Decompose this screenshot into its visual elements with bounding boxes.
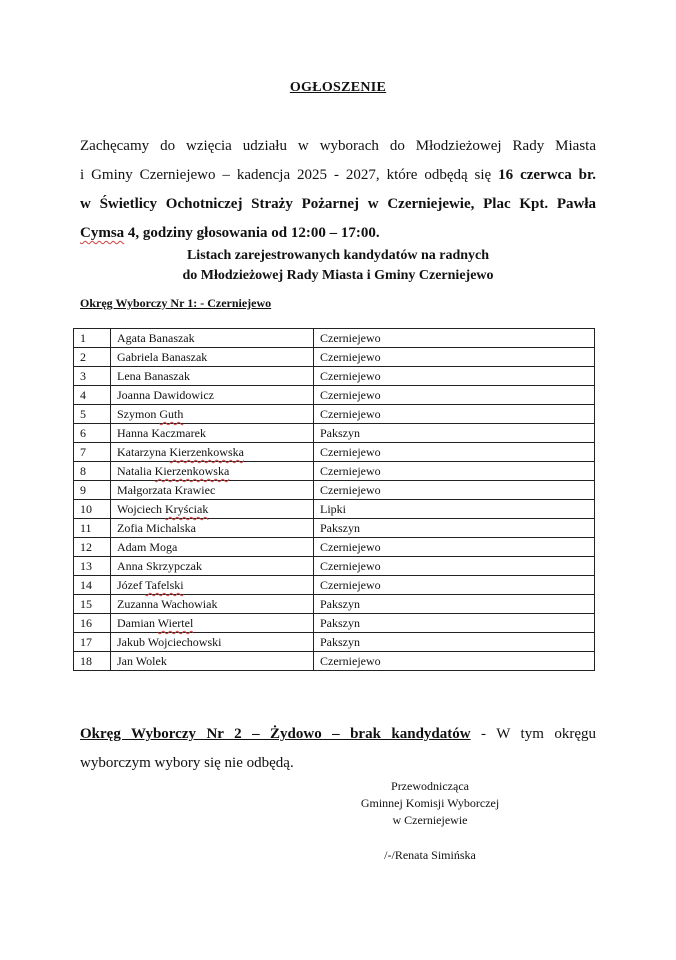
candidate-locality: Czerniejewo	[314, 652, 595, 671]
candidate-first-name: Gabriela	[117, 350, 159, 364]
row-number: 10	[74, 500, 111, 519]
row-number: 6	[74, 424, 111, 443]
candidate-locality: Pakszyn	[314, 424, 595, 443]
candidate-locality: Czerniejewo	[314, 443, 595, 462]
candidate-locality: Czerniejewo	[314, 348, 595, 367]
candidates-table	[73, 328, 595, 671]
row-number: 16	[74, 614, 111, 633]
table-row	[74, 576, 595, 595]
candidate-name	[111, 633, 314, 652]
candidate-name	[111, 557, 314, 576]
candidate-name	[111, 348, 314, 367]
candidate-last-name: Krawiec	[174, 483, 216, 497]
table-row	[74, 386, 595, 405]
candidate-locality: Czerniejewo	[314, 576, 595, 595]
candidate-name	[111, 652, 314, 671]
row-number: 3	[74, 367, 111, 386]
candidate-last-name: Tafelski	[145, 578, 184, 592]
candidate-name	[111, 595, 314, 614]
candidate-last-name: Banaszak	[148, 331, 195, 345]
signature-line-3: w Czerniejewie	[392, 813, 468, 827]
candidates-subheading	[0, 246, 676, 286]
candidate-last-name: Guth	[159, 407, 184, 421]
candidate-first-name: Lena	[117, 369, 141, 383]
candidate-locality: Czerniejewo	[314, 557, 595, 576]
candidate-first-name: Agata	[117, 331, 146, 345]
table-row	[74, 652, 595, 671]
intro-line-1: Zachęcamy do wzięcia udziału w wyborach do Młodzieżowej Rady Miasta	[80, 138, 596, 154]
row-number: 14	[74, 576, 111, 595]
candidate-last-name: Kierzenkowska	[169, 445, 244, 459]
intro-paragraph	[80, 132, 596, 248]
table-row	[74, 500, 595, 519]
signature-block	[330, 778, 530, 864]
row-number: 15	[74, 595, 111, 614]
candidate-last-name: Wachowiak	[161, 597, 218, 611]
candidate-name	[111, 576, 314, 595]
table-row	[74, 519, 595, 538]
district-2-paragraph	[80, 720, 596, 778]
candidate-first-name: Joanna	[117, 388, 151, 402]
candidate-locality: Pakszyn	[314, 519, 595, 538]
candidate-last-name: Dawidowicz	[153, 388, 214, 402]
candidate-name	[111, 500, 314, 519]
candidate-first-name: Małgorzata	[117, 483, 172, 497]
candidate-last-name: Kryściak	[165, 502, 209, 516]
table-row	[74, 367, 595, 386]
candidate-locality: Czerniejewo	[314, 405, 595, 424]
subheading-line-1: Listach zarejestrowanych kandydatów na radnych	[186, 248, 490, 263]
candidate-name	[111, 329, 314, 348]
candidate-first-name: Jan	[117, 654, 133, 668]
candidate-locality: Czerniejewo	[314, 462, 595, 481]
signature-line-2: Gminnej Komisji Wyborczej	[360, 796, 500, 810]
table-row	[74, 595, 595, 614]
candidate-first-name: Adam	[117, 540, 147, 554]
candidate-locality: Pakszyn	[314, 595, 595, 614]
row-number: 8	[74, 462, 111, 481]
table-row	[74, 614, 595, 633]
candidate-locality: Pakszyn	[314, 633, 595, 652]
district-2-line-1	[80, 720, 596, 749]
candidate-first-name: Jakub	[117, 635, 145, 649]
signature-line-1: Przewodnicząca	[391, 779, 469, 793]
candidate-first-name: Natalia	[117, 464, 152, 478]
row-number: 13	[74, 557, 111, 576]
subheading-line-2: do Młodzieżowej Rady Miasta i Gminy Czerniejewo	[182, 268, 494, 283]
table-row	[74, 329, 595, 348]
candidate-name	[111, 367, 314, 386]
table-row	[74, 557, 595, 576]
intro-line-3: w Świetlicy Ochotniczej Straży Pożarnej w Czerniejewie, Plac Kpt. Pawła	[80, 196, 596, 212]
candidate-locality: Pakszyn	[314, 614, 595, 633]
candidate-first-name: Damian	[117, 616, 155, 630]
candidate-locality: Czerniejewo	[314, 329, 595, 348]
candidate-name	[111, 538, 314, 557]
candidate-first-name: Zofia	[117, 521, 143, 535]
district-2-note-a: - W tym okręgu	[470, 726, 596, 742]
document-title: OGŁOSZENIE	[289, 80, 387, 95]
table-row	[74, 538, 595, 557]
row-number: 5	[74, 405, 111, 424]
row-number: 11	[74, 519, 111, 538]
table-row	[74, 633, 595, 652]
signature-name: /-/Renata Simińska	[384, 848, 476, 862]
table-row	[74, 405, 595, 424]
table-row	[74, 443, 595, 462]
candidate-last-name: Wojciechowski	[147, 635, 222, 649]
candidate-first-name: Szymon	[117, 407, 157, 421]
candidate-last-name: Wiertel	[157, 616, 194, 630]
candidate-first-name: Hanna	[117, 426, 149, 440]
candidate-name	[111, 462, 314, 481]
table-row	[74, 348, 595, 367]
candidate-last-name: Moga	[149, 540, 178, 554]
intro-line-2	[80, 161, 596, 190]
district-1-heading: Okręg Wyborczy Nr 1: - Czerniejewo	[80, 296, 272, 310]
candidate-last-name: Banaszak	[161, 350, 208, 364]
row-number: 4	[74, 386, 111, 405]
candidate-last-name: Banaszak	[143, 369, 190, 383]
candidate-locality: Czerniejewo	[314, 481, 595, 500]
candidate-name	[111, 386, 314, 405]
candidate-name	[111, 481, 314, 500]
district-2-note-b: wyborczym wybory się nie odbędą.	[80, 755, 294, 771]
candidates-table-body	[74, 329, 595, 671]
candidate-locality: Lipki	[314, 500, 595, 519]
row-number: 9	[74, 481, 111, 500]
candidate-last-name: Kierzenkowska	[154, 464, 230, 478]
candidate-locality: Czerniejewo	[314, 367, 595, 386]
row-number: 12	[74, 538, 111, 557]
intro-line-4	[80, 219, 596, 248]
row-number: 1	[74, 329, 111, 348]
candidate-last-name: Michalska	[146, 521, 196, 535]
table-row	[74, 481, 595, 500]
candidate-last-name: Skrzypczak	[146, 559, 202, 573]
candidate-last-name: Kaczmarek	[151, 426, 206, 440]
candidate-name	[111, 519, 314, 538]
table-row	[74, 424, 595, 443]
row-number: 17	[74, 633, 111, 652]
candidate-first-name: Józef	[117, 578, 143, 592]
row-number: 7	[74, 443, 111, 462]
candidate-locality: Czerniejewo	[314, 386, 595, 405]
row-number: 2	[74, 348, 111, 367]
intro-line-4-hours: 4, godziny głosowania od 12:00 – 17:00.	[124, 225, 380, 241]
candidate-name	[111, 443, 314, 462]
candidate-name	[111, 405, 314, 424]
row-number: 18	[74, 652, 111, 671]
candidate-name	[111, 614, 314, 633]
candidate-first-name: Wojciech	[117, 502, 163, 516]
intro-line-2-text: i Gminy Czerniejewo – kadencja 2025 - 2027, które odbędą się	[80, 167, 499, 183]
election-date: 16 czerwca br.	[498, 167, 596, 183]
candidate-first-name: Katarzyna	[117, 445, 167, 459]
candidate-first-name: Zuzanna	[117, 597, 159, 611]
district-2-heading: Okręg Wyborczy Nr 2 – Żydowo – brak kandydatów	[80, 726, 471, 742]
intro-line-4-cymsa: Cymsa	[80, 225, 125, 241]
candidate-name	[111, 424, 314, 443]
table-row	[74, 462, 595, 481]
candidate-last-name: Wolek	[135, 654, 167, 668]
candidate-locality: Czerniejewo	[314, 538, 595, 557]
candidate-first-name: Anna	[117, 559, 143, 573]
